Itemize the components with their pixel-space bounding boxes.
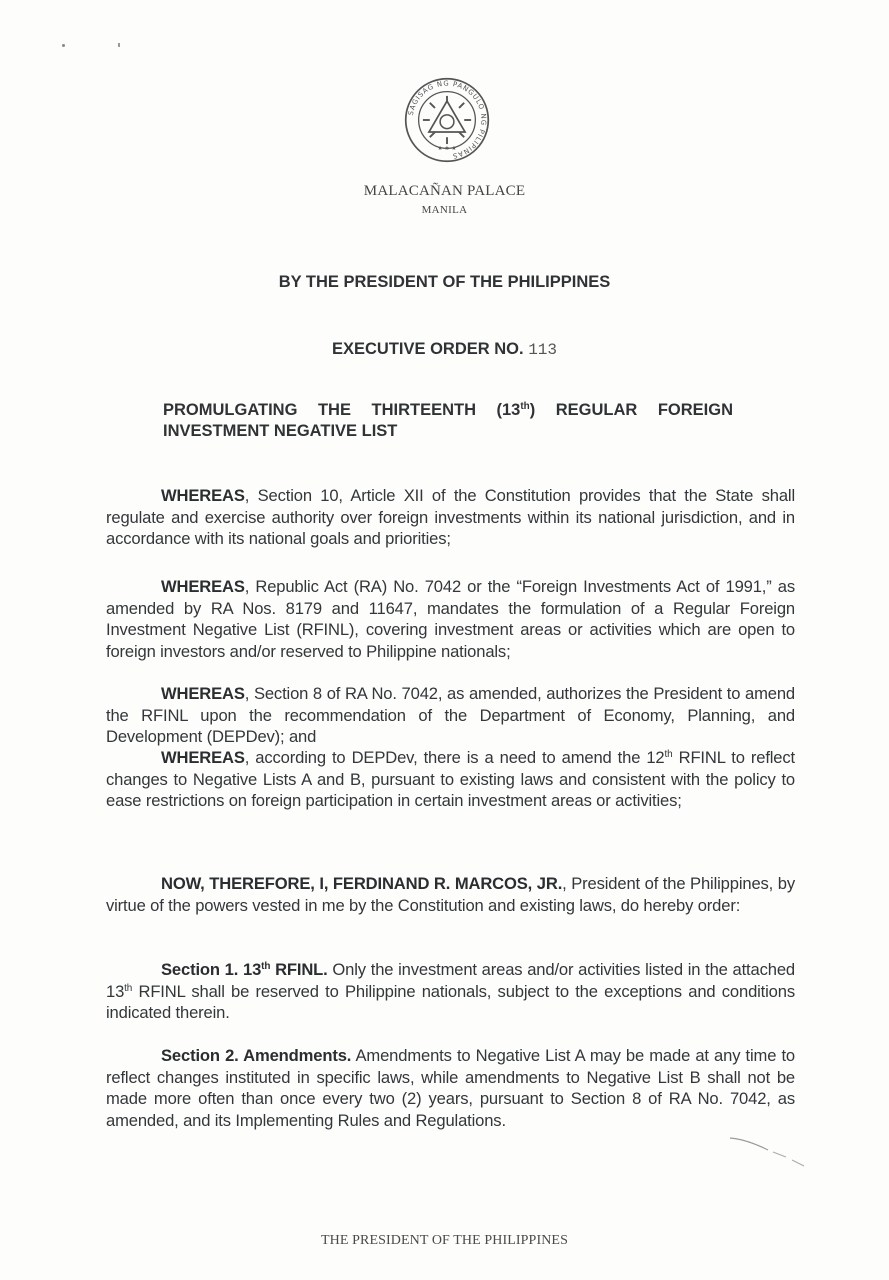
title-text: ) REGULAR FOREIGN (529, 401, 733, 419)
paragraph-text: RFINL to reflect changes to Negative Lists A and B, pursuant to existing laws and consistent with the policy to ease restrictions on foreign participation in certain investment areas or activities; (106, 748, 795, 810)
issuer-heading: BY THE PRESIDENT OF THE PHILIPPINES (278, 273, 611, 291)
presidential-seal-icon (404, 77, 490, 163)
order-heading (0, 340, 889, 359)
palace-city: MANILA (421, 204, 468, 216)
pen-stroke-mark (728, 1130, 808, 1170)
svg-text:SAGISAG NG PANGULO NG PILIPINA: SAGISAG NG PANGULO NG PILIPINAS (406, 79, 488, 161)
paragraph-text: , according to DEPDev, there is a need to amend the 12 (244, 748, 665, 767)
scan-speck (62, 44, 65, 47)
title-text: PROMULGATING THE THIRTEENTH (13 (163, 401, 521, 419)
section-heading: Section 2. Amendments. (161, 1046, 352, 1065)
paragraph-text: Amendments to Negative List A may be made at any time to reflect changes instituted in specific laws, while amendments to Negative List B shall not be made more often than once every two (2) years, pursuant to Section 8 of RA No. 7042, as amended, and its Implementing Rules and Regulations. (106, 1046, 795, 1130)
palace-name: MALACAÑAN PALACE (363, 183, 526, 199)
whereas-paragraph-2 (106, 576, 795, 662)
paragraph-text: Only the investment areas and/or activities listed in the attached 13 (106, 960, 795, 1001)
section-2-paragraph (106, 1045, 795, 1131)
now-therefore-paragraph (106, 873, 795, 916)
paragraph-text: , Section 8 of RA No. 7042, as amended, authorizes the President to amend the RFINL upon the recommendation of the Department of Economy, Planning, and Development (DEPDev); and (106, 684, 795, 746)
scan-speck (118, 43, 120, 47)
whereas-paragraph-3 (106, 683, 795, 748)
whereas-paragraph-4 (106, 747, 795, 812)
svg-text:★ ★ ★: ★ ★ ★ (437, 146, 457, 153)
paragraph-lead: NOW, THEREFORE, I, FERDINAND R. MARCOS, JR. (161, 874, 563, 893)
paragraph-lead: WHEREAS (161, 748, 245, 767)
paragraph-lead: WHEREAS (161, 684, 245, 703)
paragraph-text: , Section 10, Article XII of the Constitution provides that the State shall regulate and exercise authority over foreign investments within its national jurisdiction, and in accordance with its national goals and priorities; (106, 486, 795, 548)
page-footer: THE PRESIDENT OF THE PHILIPPINES (321, 1233, 568, 1248)
paragraph-text: , Republic Act (RA) No. 7042 or the “Foreign Investments Act of 1991,” as amended by RA Nos. 8179 and 11647, mandates the formulation of a Regular Foreign Investment Negative List (RFINL), covering investment areas or activities which are open to foreign investors and/or reserved to Philippine nationals; (106, 577, 795, 661)
paragraph-lead: WHEREAS (161, 486, 245, 505)
paragraph-text: , President of the Philippines, by virtue of the powers vested in me by the Constitution and existing laws, do hereby order: (106, 874, 795, 915)
whereas-paragraph-1 (106, 485, 795, 550)
title-text: INVESTMENT NEGATIVE LIST (163, 422, 398, 440)
superscript: th (124, 982, 133, 994)
order-label: EXECUTIVE ORDER NO. (331, 340, 524, 358)
order-title (163, 400, 733, 442)
title-superscript: th (520, 401, 530, 413)
section-heading: Section 1. 13th RFINL. (161, 960, 328, 979)
order-number: 113 (528, 341, 558, 359)
section-1-paragraph (106, 959, 795, 1024)
superscript: th (664, 749, 673, 761)
paragraph-lead: WHEREAS (161, 577, 245, 596)
paragraph-text: RFINL shall be reserved to Philippine nationals, subject to the exceptions and conditions indicated therein. (106, 981, 795, 1022)
